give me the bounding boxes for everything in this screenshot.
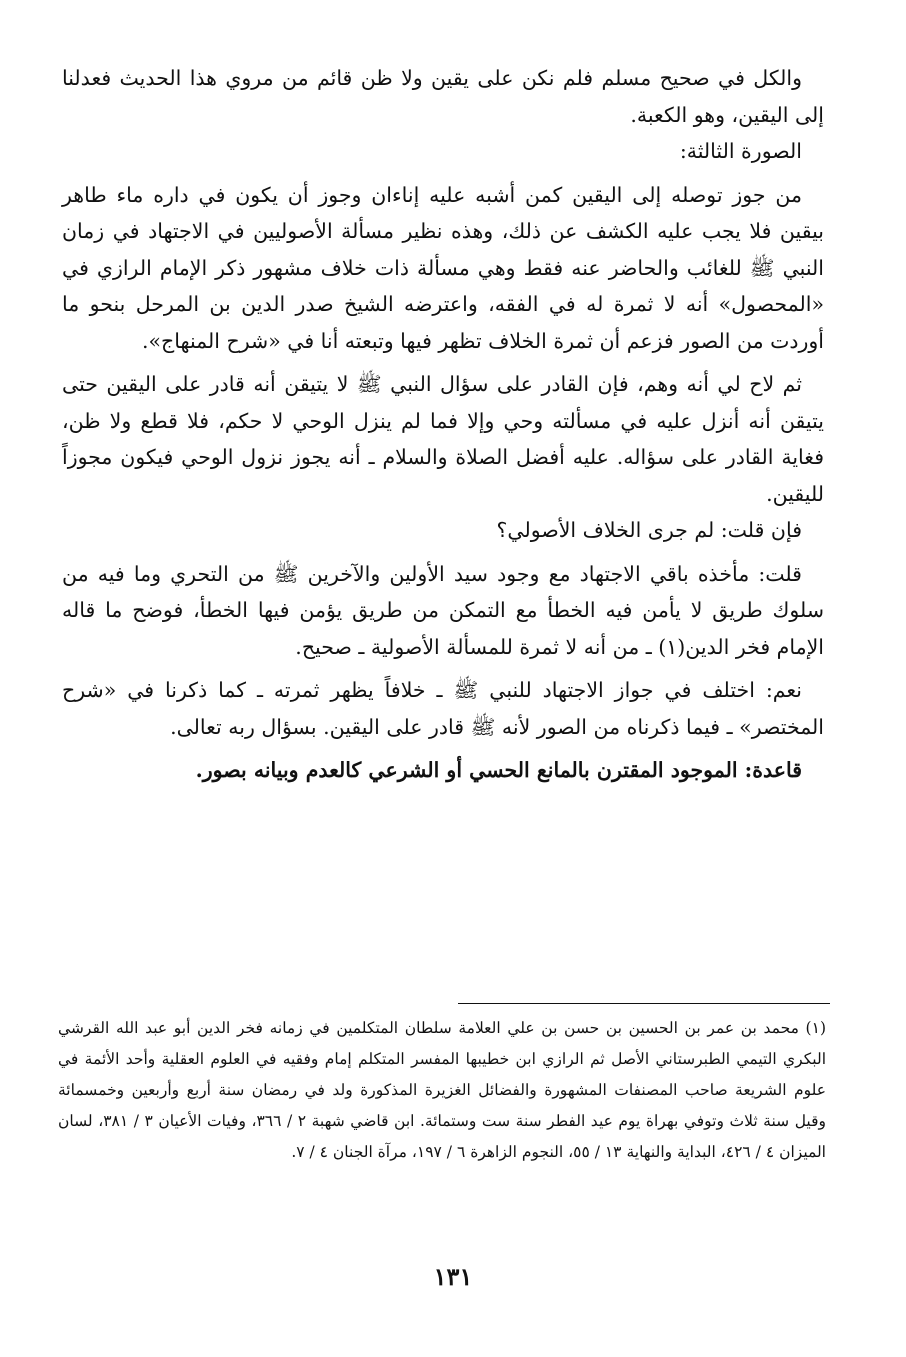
main-text-body	[62, 60, 824, 789]
paragraph-hadith-conclusion: والكل في صحيح مسلم فلم نكن على يقين ولا ظن قائم من مروي هذا الحديث فعدلنا إلى اليقين، وهو الكعبة.	[62, 66, 824, 127]
page-number: ١٣١	[433, 1262, 473, 1291]
paragraph-question: فإن قلت: لم جرى الخلاف الأصولي؟	[496, 518, 802, 542]
heading-third-case: الصورة الثالثة:	[679, 139, 802, 163]
paragraph-objection: ثم لاح لي أنه وهم، فإن القادر على سؤال النبي ﷺ لا يتيقن أنه قادر على اليقين حتى يتيقن أنه أنزل عليه في مسألته وحي وإلا فما لم ينزل الوحي لا حكم، فلا قطع ولا ظن، فغاية القادر على سؤاله. عليه أفضل الصلاة والسلام ـ أنه يجوز نزول الوحي فيكون مجوزاً لليقين.	[62, 372, 824, 506]
paragraph-note: نعم: اختلف في جواز الاجتهاد للنبي ﷺ ـ خلافاً يظهر ثمرته ـ كما ذكرنا في «شرح المختصر» ـ فيما ذكرناه من الصور لأنه ﷺ قادر على اليقين. بسؤال ربه تعالى.	[62, 678, 824, 739]
footnote-divider	[458, 1003, 830, 1004]
footnote-text: (١) محمد بن عمر بن الحسين بن حسن بن علي العلامة سلطان المتكلمين في زمانه فخر الدين أبو عبد الله القرشي البكري التيمي الطبرستاني الأصل ثم الرازي ابن خطيبها المفسر المتكلم إمام وفقيه في العلوم العقلية وأحد الأئمة في علوم الشريعة صاحب المصنفات المشهورة والفضائل الغزيرة المذكورة ولد في رمضان سنة أربع وأربعين وخمسمائة وقيل سنة ثلاث وتوفي بهراة يوم عيد الفطر سنة ست وستمائة. ابن قاضي شهبة ٢ / ٣٦٦، وفيات الأعيان ٣ / ٣٨١، لسان الميزان ٤ / ٤٢٦، البداية والنهاية ١٣ / ٥٥، النجوم الزاهرة ٦ / ١٩٧، مرآة الجنان ٤ / ٧.	[58, 1019, 826, 1161]
paragraph-rule: قاعدة: الموجود المقترن بالمانع الحسي أو الشرعي كالعدم وبيانه بصور.	[195, 758, 802, 782]
paragraph-answer: قلت: مأخذه باقي الاجتهاد مع وجود سيد الأولين والآخرين ﷺ من التحري وما فيه من سلوك طريق لا يأمن فيه الخطأ مع التمكن من طريق يؤمن فيها الخطأ، فوضح ما قاله الإمام فخر الدين(١) ـ من أنه لا ثمرة للمسألة الأصولية ـ صحيح.	[62, 561, 824, 659]
paragraph-third-case: من جوز توصله إلى اليقين كمن أشبه عليه إناءان وجوز أن يكون في داره ماء طاهر بيقين فلا يجب عليه الكشف عن ذلك، وهذه نظير مسألة الأصوليين في الاجتهاد في زمان النبي ﷺ للغائب والحاضر عنه فقط وهي مسألة ذات خلاف مشهور ذكر الإمام الرازي في «المحصول» أنه لا ثمرة له في الفقه، واعترضه الشيخ صدر الدين بن المرحل بنحو ما أوردت من الصور فزعم أن ثمرة الخلاف تظهر فيها وتبعته أنا في «شرح المنهاج».	[62, 182, 824, 353]
footnote-section	[58, 1013, 826, 1168]
